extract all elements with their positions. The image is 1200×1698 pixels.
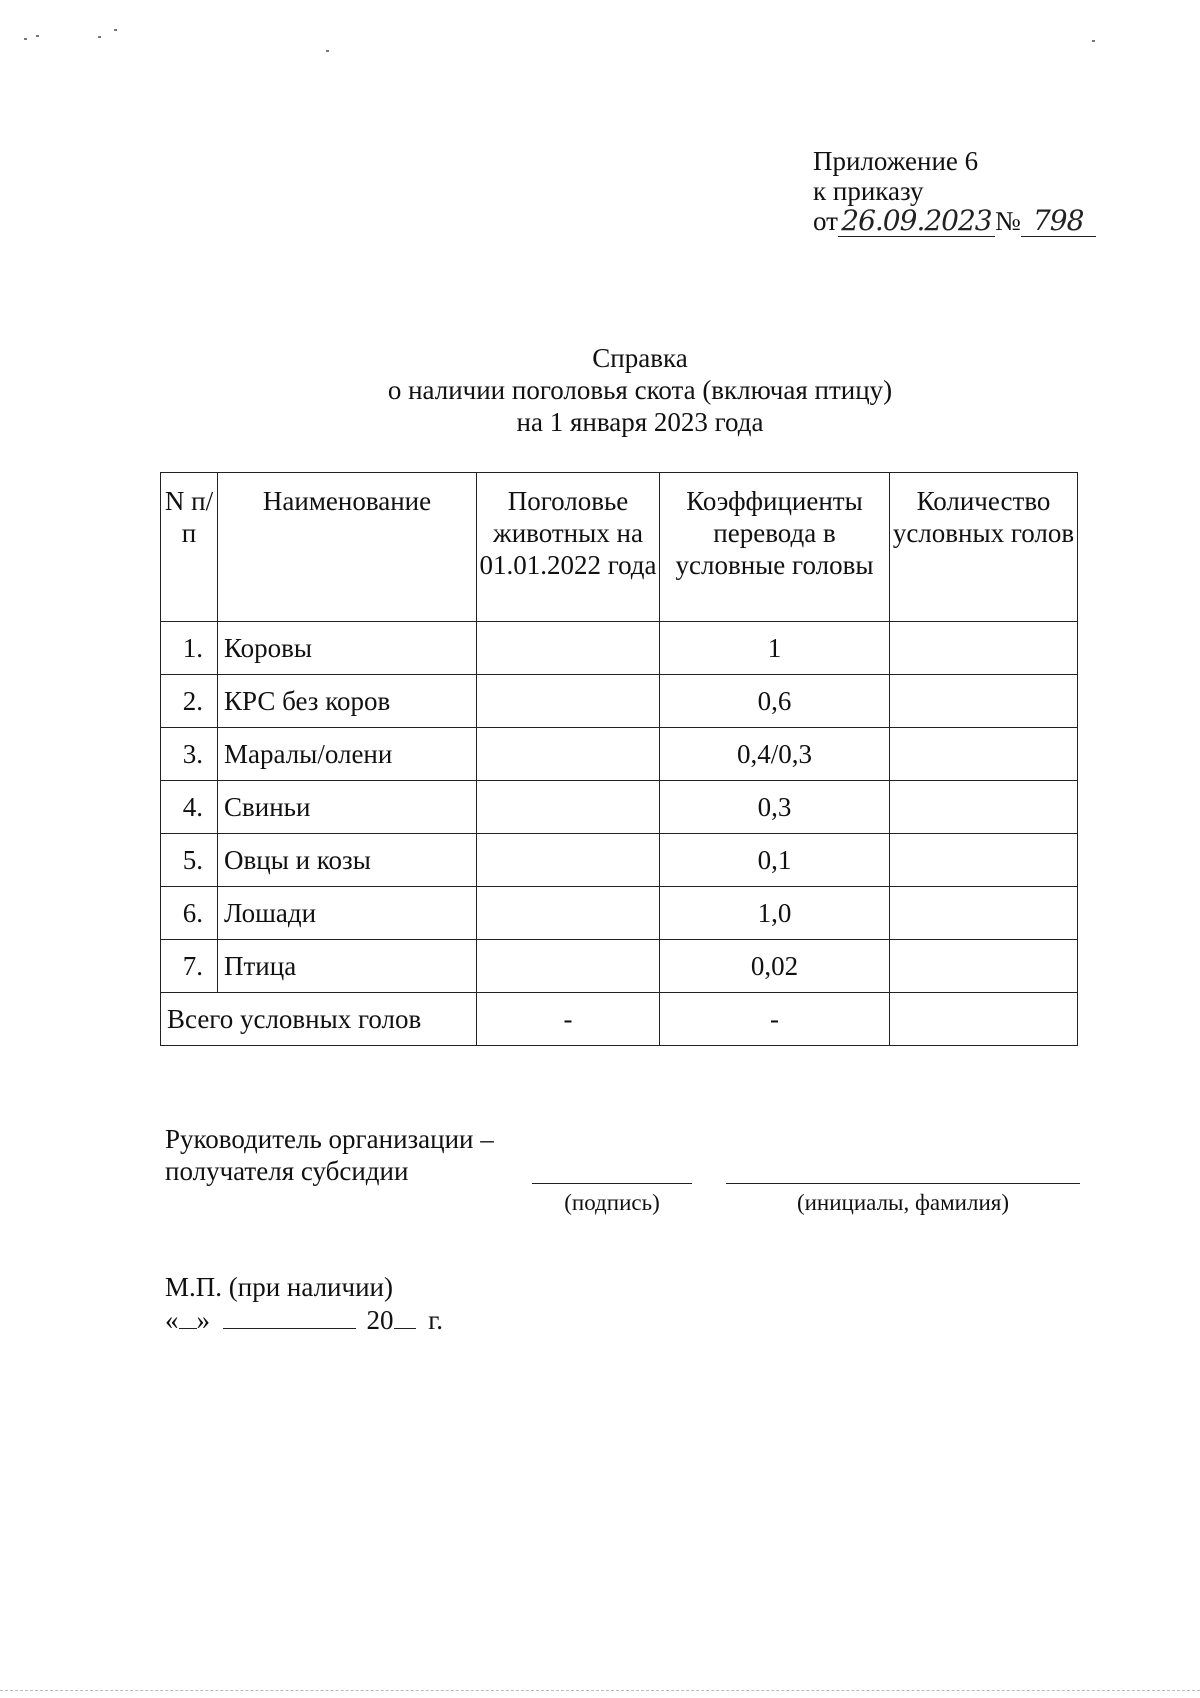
row-livestock <box>477 728 660 781</box>
row-livestock <box>477 940 660 993</box>
row-conditional <box>890 834 1078 887</box>
row-num: 4. <box>161 781 218 834</box>
row-coefficient: 0,02 <box>660 940 890 993</box>
row-conditional <box>890 675 1078 728</box>
scan-speck <box>24 38 27 40</box>
table-row <box>161 728 1078 781</box>
date-open-quote: « <box>165 1305 179 1335</box>
row-name: Овцы и козы <box>218 834 477 887</box>
year-prefix: 20 <box>366 1305 394 1335</box>
order-label: к приказу <box>813 176 924 206</box>
table-row <box>161 675 1078 728</box>
table-row <box>161 781 1078 834</box>
date-blank-line <box>165 1304 443 1336</box>
livestock-table <box>160 472 1078 1046</box>
row-name: Лошади <box>218 887 477 940</box>
row-conditional <box>890 622 1078 675</box>
row-coefficient: 1,0 <box>660 887 890 940</box>
table-header-row <box>161 473 1078 622</box>
month-blank <box>223 1304 356 1329</box>
row-conditional <box>890 887 1078 940</box>
signatory-label-line-1: Руководитель организации – <box>165 1124 494 1154</box>
row-conditional <box>890 940 1078 993</box>
scan-edge-line <box>0 1690 1200 1691</box>
signature-caption: (подпись) <box>564 1190 660 1215</box>
signatory-label <box>165 1123 494 1187</box>
row-livestock <box>477 622 660 675</box>
scan-speck <box>114 29 117 31</box>
annex-label: Приложение 6 <box>813 146 979 176</box>
date-prefix: от <box>813 206 838 236</box>
year-blank <box>394 1304 416 1329</box>
total-conditional <box>890 993 1078 1046</box>
row-num: 3. <box>161 728 218 781</box>
name-caption: (инициалы, фамилия) <box>796 1190 1010 1215</box>
row-name: Птица <box>218 940 477 993</box>
row-conditional <box>890 728 1078 781</box>
total-label: Всего условных голов <box>161 993 477 1046</box>
day-blank <box>179 1304 197 1329</box>
row-name: Свиньи <box>218 781 477 834</box>
signature-line <box>532 1183 692 1184</box>
order-number-handwritten: 798 <box>1021 206 1096 237</box>
row-num: 2. <box>161 675 218 728</box>
row-livestock <box>477 781 660 834</box>
row-num: 7. <box>161 940 218 993</box>
row-livestock <box>477 834 660 887</box>
table-total-row <box>161 993 1078 1046</box>
signatory-label-line-2: получателя субсидии <box>165 1156 409 1186</box>
row-livestock <box>477 887 660 940</box>
date-close-quote: » <box>196 1305 210 1335</box>
year-suffix: г. <box>428 1305 444 1335</box>
row-coefficient: 0,1 <box>660 834 890 887</box>
row-conditional <box>890 781 1078 834</box>
row-num: 1. <box>161 622 218 675</box>
row-num: 5. <box>161 834 218 887</box>
table-row <box>161 622 1078 675</box>
header-num: N п/п <box>161 473 218 622</box>
header-name: Наименование <box>218 473 477 622</box>
row-coefficient: 0,4/0,3 <box>660 728 890 781</box>
header-livestock: Поголовье животных на 01.01.2022 года <box>477 473 660 622</box>
number-prefix: № <box>994 206 1021 236</box>
scan-speck <box>36 35 39 37</box>
title-line-1: Справка <box>592 343 688 373</box>
annex-header <box>813 146 1096 237</box>
order-date-handwritten: 26.09.2023 <box>838 206 995 237</box>
row-name: Коровы <box>218 622 477 675</box>
header-coefficient: Коэффициенты перевода в условные головы <box>660 473 890 622</box>
row-livestock <box>477 675 660 728</box>
scan-speck <box>1092 40 1095 42</box>
order-date-number <box>813 206 1096 237</box>
row-num: 6. <box>161 887 218 940</box>
scan-speck <box>326 50 329 52</box>
table-row <box>161 887 1078 940</box>
table-row <box>161 940 1078 993</box>
row-name: КРС без коров <box>218 675 477 728</box>
row-coefficient: 1 <box>660 622 890 675</box>
stamp-label: М.П. (при наличии) <box>165 1272 393 1302</box>
title-line-2: о наличии поголовья скота (включая птицу) <box>387 375 893 405</box>
row-coefficient: 0,6 <box>660 675 890 728</box>
row-name: Маралы/олени <box>218 728 477 781</box>
table-row <box>161 834 1078 887</box>
title-line-3: на 1 января 2023 года <box>516 407 764 437</box>
scan-speck <box>98 36 101 38</box>
row-coefficient: 0,3 <box>660 781 890 834</box>
total-coefficient: - <box>660 993 890 1046</box>
name-line <box>726 1183 1080 1184</box>
total-livestock: - <box>477 993 660 1046</box>
document-title <box>200 342 1080 438</box>
header-conditional: Количество условных голов <box>890 473 1078 622</box>
